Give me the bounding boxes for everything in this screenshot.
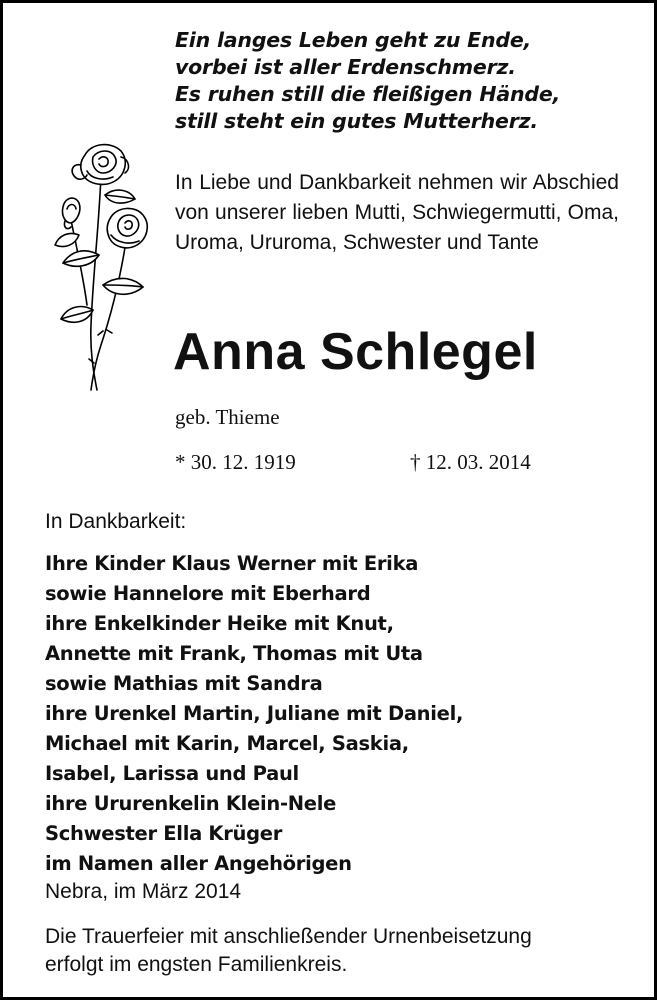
mourner-line: Ihre Kinder Klaus Werner mit Erika [45, 552, 419, 575]
death-date: † 12. 03. 2014 [410, 450, 531, 474]
poem-line: Ein langes Leben geht zu Ende, [175, 28, 532, 52]
life-dates [175, 448, 595, 476]
mourner-line: ihre Urenkel Martin, Juliane mit Daniel, [45, 702, 464, 725]
poem-line: still steht ein gutes Mutterherz. [175, 109, 538, 133]
poem-line: Es ruhen still die fleißigen Hände, [175, 82, 561, 106]
funeral-info [45, 923, 625, 979]
mourner-line: sowie Mathias mit Sandra [45, 672, 323, 695]
thanks-label: In Dankbarkeit: [45, 510, 187, 533]
intro-text: In Liebe und Dankbarkeit nehmen wir Abschied von unserer lieben Mutti, Schwiegermutti, Oma, Uroma, Ururoma, Schwester und Tante [175, 171, 619, 254]
poem [175, 27, 635, 135]
deceased-name: Anna Schlegel [173, 323, 538, 381]
poem-line: vorbei ist aller Erdenschmerz. [175, 55, 516, 79]
mourner-line: Isabel, Larissa und Paul [45, 762, 299, 785]
birth-name: geb. Thieme [175, 405, 280, 429]
mourner-line: Schwester Ella Krüger [45, 822, 283, 845]
funeral-line: Die Trauerfeier mit anschließender Urnenbeisetzung [45, 925, 532, 948]
mourner-line: Annette mit Frank, Thomas mit Uta [45, 642, 423, 665]
mourner-line: ihre Ururenkelin Klein-Nele [45, 792, 336, 815]
mourner-line: sowie Hannelore mit Eberhard [45, 582, 371, 605]
mourner-line: im Namen aller Angehörigen [45, 852, 352, 875]
place-date: Nebra, im März 2014 [45, 880, 242, 903]
birth-date: * 30. 12. 1919 [175, 450, 296, 474]
mourner-line: Michael mit Karin, Marcel, Saskia, [45, 732, 409, 755]
mourners-list [45, 549, 635, 879]
mourner-line: ihre Enkelkinder Heike mit Knut, [45, 612, 394, 635]
rose-icon [41, 135, 161, 395]
funeral-line: erfolgt im engsten Familienkreis. [45, 953, 348, 976]
